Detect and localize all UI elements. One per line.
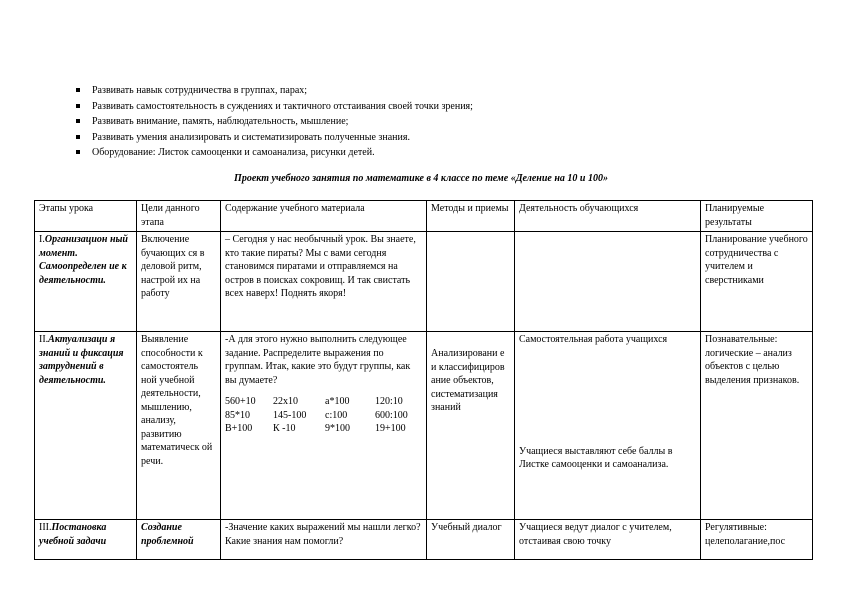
expression: 19+100 <box>375 423 406 434</box>
expression: 600:100 <box>375 409 408 421</box>
expression: 120:10 <box>375 396 403 407</box>
expression: 9*100 <box>325 423 350 434</box>
stage-cell: II.Актуализаци я знаний и фиксация затруднений в деятельности. <box>35 332 137 520</box>
goal-item: Развивать внимание, память, наблюдательность, мышление; <box>76 114 776 130</box>
goal-cell: Создание проблемной <box>137 520 221 560</box>
content-cell: -Значение каких выражений мы нашли легко? Какие знания нам помогли? <box>221 520 427 560</box>
expression: 560+10 <box>225 396 256 407</box>
header-stage: Этапы урока <box>35 201 137 232</box>
bullet-icon <box>76 104 80 108</box>
content-text: -А для этого нужно выполнить следующее задание. Распределите выражения по группам. Итак, какие это будут группы, как вы думаете? <box>225 334 411 386</box>
expression: с:100 <box>325 409 348 421</box>
expression: 145-100 <box>273 409 307 421</box>
table-row <box>35 232 813 332</box>
bullet-icon <box>76 88 80 92</box>
header-results: Планируемые результаты <box>701 201 813 232</box>
header-content: Содержание учебного материала <box>221 201 427 232</box>
content-cell <box>221 332 427 520</box>
table-row <box>35 520 813 560</box>
methods-cell: Учебный диалог <box>427 520 515 560</box>
results-cell: Планирование учебного сотрудничества с учителем и сверстниками <box>701 232 813 332</box>
activity-cell <box>515 232 701 332</box>
header-activity: Деятельность обучающихся <box>515 201 701 232</box>
expression: К -10 <box>273 423 296 434</box>
methods-cell <box>427 232 515 332</box>
header-methods: Методы и приемы <box>427 201 515 232</box>
activity-bottom: Учащиеся выставляют себе баллы в Листке самооценки и самоанализа. <box>519 445 673 470</box>
content-cell: – Сегодня у нас необычный урок. Вы знаете, кто такие пираты? Мы с вами сегодня становимся пиратами и отправляемся на остров в поисках сокровищ. И так свистать всех наверх! Поднять якоря! <box>221 232 427 332</box>
goals-list <box>76 83 776 161</box>
bullet-icon <box>76 135 80 139</box>
activity-cell <box>515 332 701 520</box>
stage-cell: I.Организацион ный момент. Самоопределен ие к деятельности. <box>35 232 137 332</box>
equipment-item: Оборудование: Листок самооценки и самоанализа, рисунки детей. <box>76 145 776 161</box>
goal-item: Развивать навык сотрудничества в группах, парах; <box>76 83 776 99</box>
header-goal: Цели данного этапа <box>137 201 221 232</box>
lesson-plan-table <box>34 200 813 560</box>
expression: а*100 <box>325 396 350 407</box>
bullet-icon <box>76 119 80 123</box>
expression: 85*10 <box>225 409 250 421</box>
table-row <box>35 332 813 520</box>
expressions-grid <box>225 395 422 436</box>
results-cell: Регулятивные: целеполагание,пос <box>701 520 813 560</box>
goal-cell: Выявление способности к самостоятель ной учебной деятельности, мышлению, анализу, развитию математическ ой речи. <box>137 332 221 520</box>
goal-item: Развивать самостоятельность в суждениях и тактичного отстаивания своей точки зрения; <box>76 99 776 115</box>
methods-cell: Анализировани е и классифициров ание объектов, систематизация знаний <box>427 332 515 520</box>
table-header-row <box>35 201 813 232</box>
goal-cell: Включение бучающих ся в деловой ритм, настрой их на работу <box>137 232 221 332</box>
document-title: Проект учебного занятия по математике в 4 классе по теме «Деление на 10 и 100» <box>234 173 608 184</box>
expression: 22х10 <box>273 396 298 407</box>
activity-cell: Учащиеся ведут диалог с учителем, отстаивая свою точку <box>515 520 701 560</box>
stage-cell: III.Постановка учебной задачи <box>35 520 137 560</box>
bullet-icon <box>76 150 80 154</box>
activity-top: Самостоятельная работа учащихся <box>519 334 668 345</box>
expression: В+100 <box>225 423 253 434</box>
results-cell: Познавательные: логические – анализ объектов с целью выделения признаков. <box>701 332 813 520</box>
goal-item: Развивать умения анализировать и систематизировать полученные знания. <box>76 130 776 146</box>
